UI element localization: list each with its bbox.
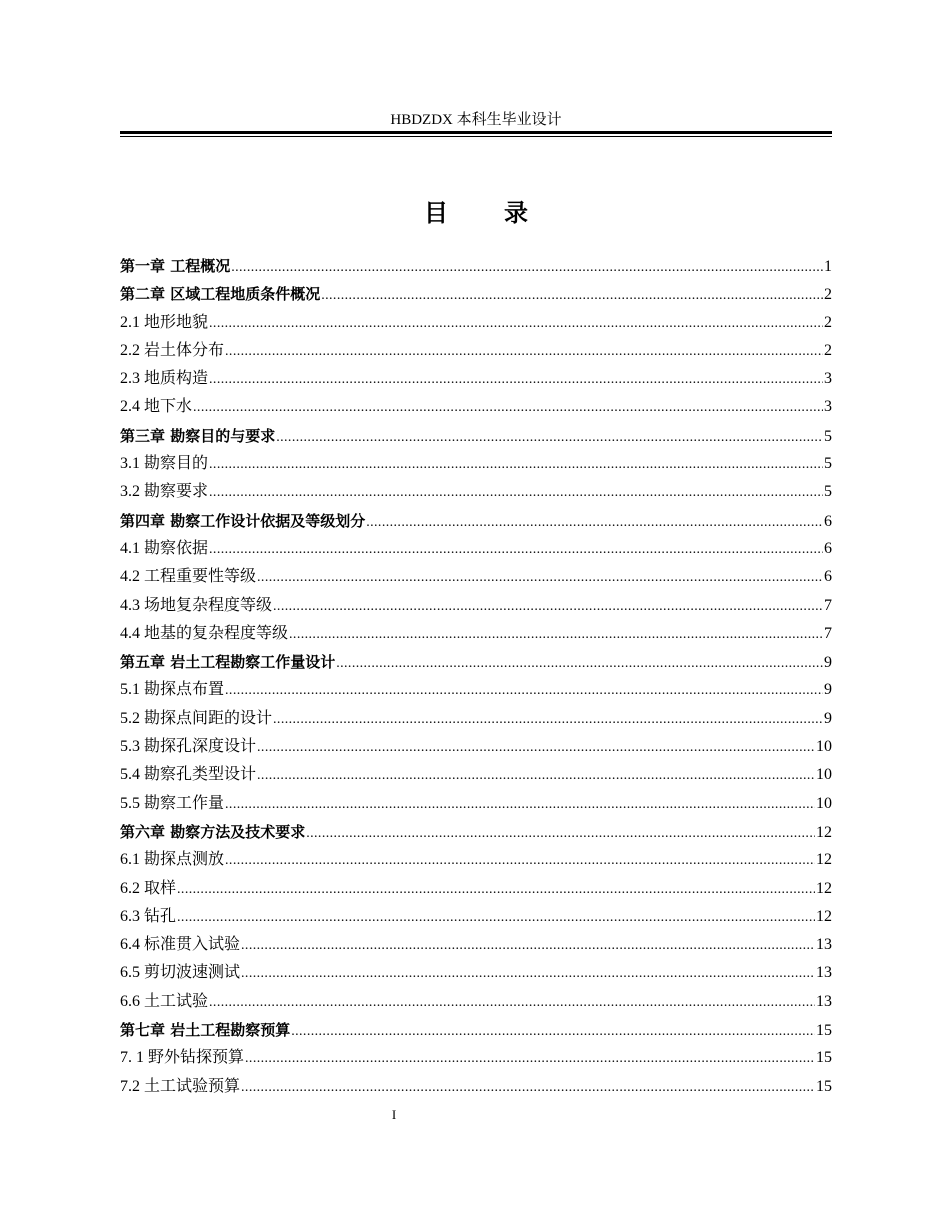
toc-dot-leader <box>225 337 823 366</box>
header-rule-thick <box>120 131 832 134</box>
toc-entry-label: 4.4 地基的复杂程度等级 <box>120 624 289 642</box>
toc-dot-leader <box>209 450 823 479</box>
toc-section-entry[interactable] <box>120 478 832 506</box>
toc-entry-label: 5.3 勘探孔深度设计 <box>120 738 257 756</box>
toc-chapter-entry[interactable] <box>120 507 832 535</box>
toc-section-entry[interactable] <box>120 903 832 931</box>
toc-section-entry[interactable] <box>120 535 832 563</box>
toc-dot-leader <box>276 423 823 452</box>
toc-entry-label: 6.2 取样 <box>120 879 177 897</box>
toc-chapter-entry[interactable] <box>120 818 832 846</box>
toc-page-number: 5 <box>824 483 832 501</box>
toc-section-entry[interactable] <box>120 1044 832 1072</box>
toc-page-number: 12 <box>816 879 832 897</box>
toc-section-entry[interactable] <box>120 563 832 591</box>
toc-page-number: 10 <box>816 766 832 784</box>
toc-dot-leader <box>306 819 815 848</box>
toc-section-entry[interactable] <box>120 733 832 761</box>
toc-dot-leader <box>336 649 823 678</box>
toc-entry-label: 第五章 岩土工程勘察工作量设计 <box>120 653 336 672</box>
toc-dot-leader <box>291 1017 815 1046</box>
toc-page-number: 2 <box>824 341 832 359</box>
toc-entry-label: 第二章 区域工程地质条件概况 <box>120 285 321 304</box>
toc-dot-leader <box>241 1073 815 1102</box>
toc-section-entry[interactable] <box>120 761 832 789</box>
toc-entry-label: 7.2 土工试验预算 <box>120 1077 241 1095</box>
toc-entry-label: 第三章 勘察目的与要求 <box>120 426 276 445</box>
toc-section-entry[interactable] <box>120 337 832 365</box>
toc-entry-label: 5.5 勘察工作量 <box>120 794 225 812</box>
toc-entry-label: 7. 1 野外钻探预算 <box>120 1049 245 1067</box>
toc-section-entry[interactable] <box>120 988 832 1016</box>
toc-page-number: 9 <box>824 681 832 699</box>
toc-dot-leader <box>231 253 823 282</box>
toc-page-number: 7 <box>824 624 832 642</box>
toc-page-number: 6 <box>824 539 832 557</box>
toc-dot-leader <box>366 508 823 537</box>
toc-dot-leader <box>245 1044 815 1073</box>
toc-page-number: 10 <box>816 794 832 812</box>
toc-page-number: 9 <box>824 709 832 727</box>
toc-dot-leader <box>273 592 823 621</box>
toc-dot-leader <box>225 790 815 819</box>
table-of-contents <box>120 252 832 1101</box>
toc-entry-label: 第四章 勘察工作设计依据及等级划分 <box>120 511 366 530</box>
toc-section-entry[interactable] <box>120 931 832 959</box>
toc-entry-label: 2.3 地质构造 <box>120 370 209 388</box>
toc-page-number: 13 <box>816 964 832 982</box>
toc-chapter-entry[interactable] <box>120 1016 832 1044</box>
toc-dot-leader <box>289 620 823 649</box>
toc-section-entry[interactable] <box>120 365 832 393</box>
toc-dot-leader <box>241 959 815 988</box>
toc-dot-leader <box>209 535 823 564</box>
page-number: I <box>391 1107 397 1122</box>
toc-page-number: 9 <box>824 654 832 672</box>
toc-entry-label: 4.3 场地复杂程度等级 <box>120 596 273 614</box>
toc-section-entry[interactable] <box>120 620 832 648</box>
toc-section-entry[interactable] <box>120 393 832 421</box>
toc-page-number: 5 <box>824 427 832 445</box>
toc-page-number: 15 <box>816 1077 832 1095</box>
toc-chapter-entry[interactable] <box>120 252 832 280</box>
toc-page-number: 7 <box>824 596 832 614</box>
toc-page-number: 12 <box>816 823 832 841</box>
toc-section-entry[interactable] <box>120 592 832 620</box>
toc-entry-label: 5.1 勘探点布置 <box>120 681 225 699</box>
toc-dot-leader <box>257 761 815 790</box>
toc-entry-label: 6.5 剪切波速测试 <box>120 964 241 982</box>
toc-dot-leader <box>193 393 823 422</box>
toc-chapter-entry[interactable] <box>120 648 832 676</box>
toc-page-number: 10 <box>816 738 832 756</box>
toc-dot-leader <box>209 365 823 394</box>
header-rule-thin <box>120 136 832 137</box>
toc-chapter-entry[interactable] <box>120 280 832 308</box>
toc-section-entry[interactable] <box>120 875 832 903</box>
toc-dot-leader <box>257 733 815 762</box>
toc-page-number: 6 <box>824 568 832 586</box>
toc-dot-leader <box>225 676 823 705</box>
toc-dot-leader <box>241 931 815 960</box>
toc-entry-label: 3.1 勘察目的 <box>120 455 209 473</box>
toc-section-entry[interactable] <box>120 309 832 337</box>
toc-page-number: 15 <box>816 1022 832 1040</box>
toc-entry-label: 5.4 勘察孔类型设计 <box>120 766 257 784</box>
toc-section-entry[interactable] <box>120 790 832 818</box>
toc-entry-label: 4.2 工程重要性等级 <box>120 568 257 586</box>
toc-page-number: 3 <box>824 398 832 416</box>
toc-page-number: 12 <box>816 851 832 869</box>
toc-section-entry[interactable] <box>120 959 832 987</box>
toc-page-number: 1 <box>824 258 832 275</box>
toc-entry-label: 6.6 土工试验 <box>120 992 209 1010</box>
toc-chapter-entry[interactable] <box>120 422 832 450</box>
toc-dot-leader <box>209 478 823 507</box>
toc-entry-label: 第七章 岩土工程勘察预算 <box>120 1021 291 1040</box>
toc-entry-label: 2.2 岩土体分布 <box>120 341 225 359</box>
toc-entry-label: 5.2 勘探点间距的设计 <box>120 709 273 727</box>
toc-page-number: 15 <box>816 1049 832 1067</box>
toc-dot-leader <box>273 705 823 734</box>
toc-section-entry[interactable] <box>120 705 832 733</box>
toc-section-entry[interactable] <box>120 450 832 478</box>
running-header: HBDZDX 本科生毕业设计 <box>390 112 562 128</box>
toc-page-number: 2 <box>824 286 832 304</box>
toc-dot-leader <box>209 309 823 338</box>
toc-page-number: 13 <box>816 936 832 954</box>
toc-entry-label: 4.1 勘察依据 <box>120 539 209 557</box>
toc-dot-leader <box>209 988 815 1017</box>
toc-entry-label: 6.1 勘探点测放 <box>120 851 225 869</box>
toc-dot-leader <box>177 903 815 932</box>
toc-entry-label: 6.4 标准贯入试验 <box>120 936 241 954</box>
toc-section-entry[interactable] <box>120 676 832 704</box>
toc-page-number: 2 <box>824 313 832 331</box>
toc-entry-label: 3.2 勘察要求 <box>120 483 209 501</box>
toc-section-entry[interactable] <box>120 1073 832 1101</box>
toc-dot-leader <box>177 875 815 904</box>
toc-entry-label: 2.4 地下水 <box>120 398 193 416</box>
toc-section-entry[interactable] <box>120 846 832 874</box>
toc-dot-leader <box>257 563 823 592</box>
toc-entry-label: 6.3 钻孔 <box>120 907 177 925</box>
page-title: 目录 <box>424 199 584 227</box>
toc-page-number: 6 <box>824 512 832 530</box>
toc-page-number: 13 <box>816 992 832 1010</box>
toc-page-number: 12 <box>816 907 832 925</box>
toc-page-number: 5 <box>824 455 832 473</box>
toc-dot-leader <box>321 281 823 310</box>
toc-page-number: 3 <box>824 370 832 388</box>
toc-entry-label: 2.1 地形地貌 <box>120 313 209 331</box>
toc-entry-label: 第一章 工程概况 <box>120 257 231 275</box>
toc-dot-leader <box>225 846 815 875</box>
toc-entry-label: 第六章 勘察方法及技术要求 <box>120 822 306 841</box>
